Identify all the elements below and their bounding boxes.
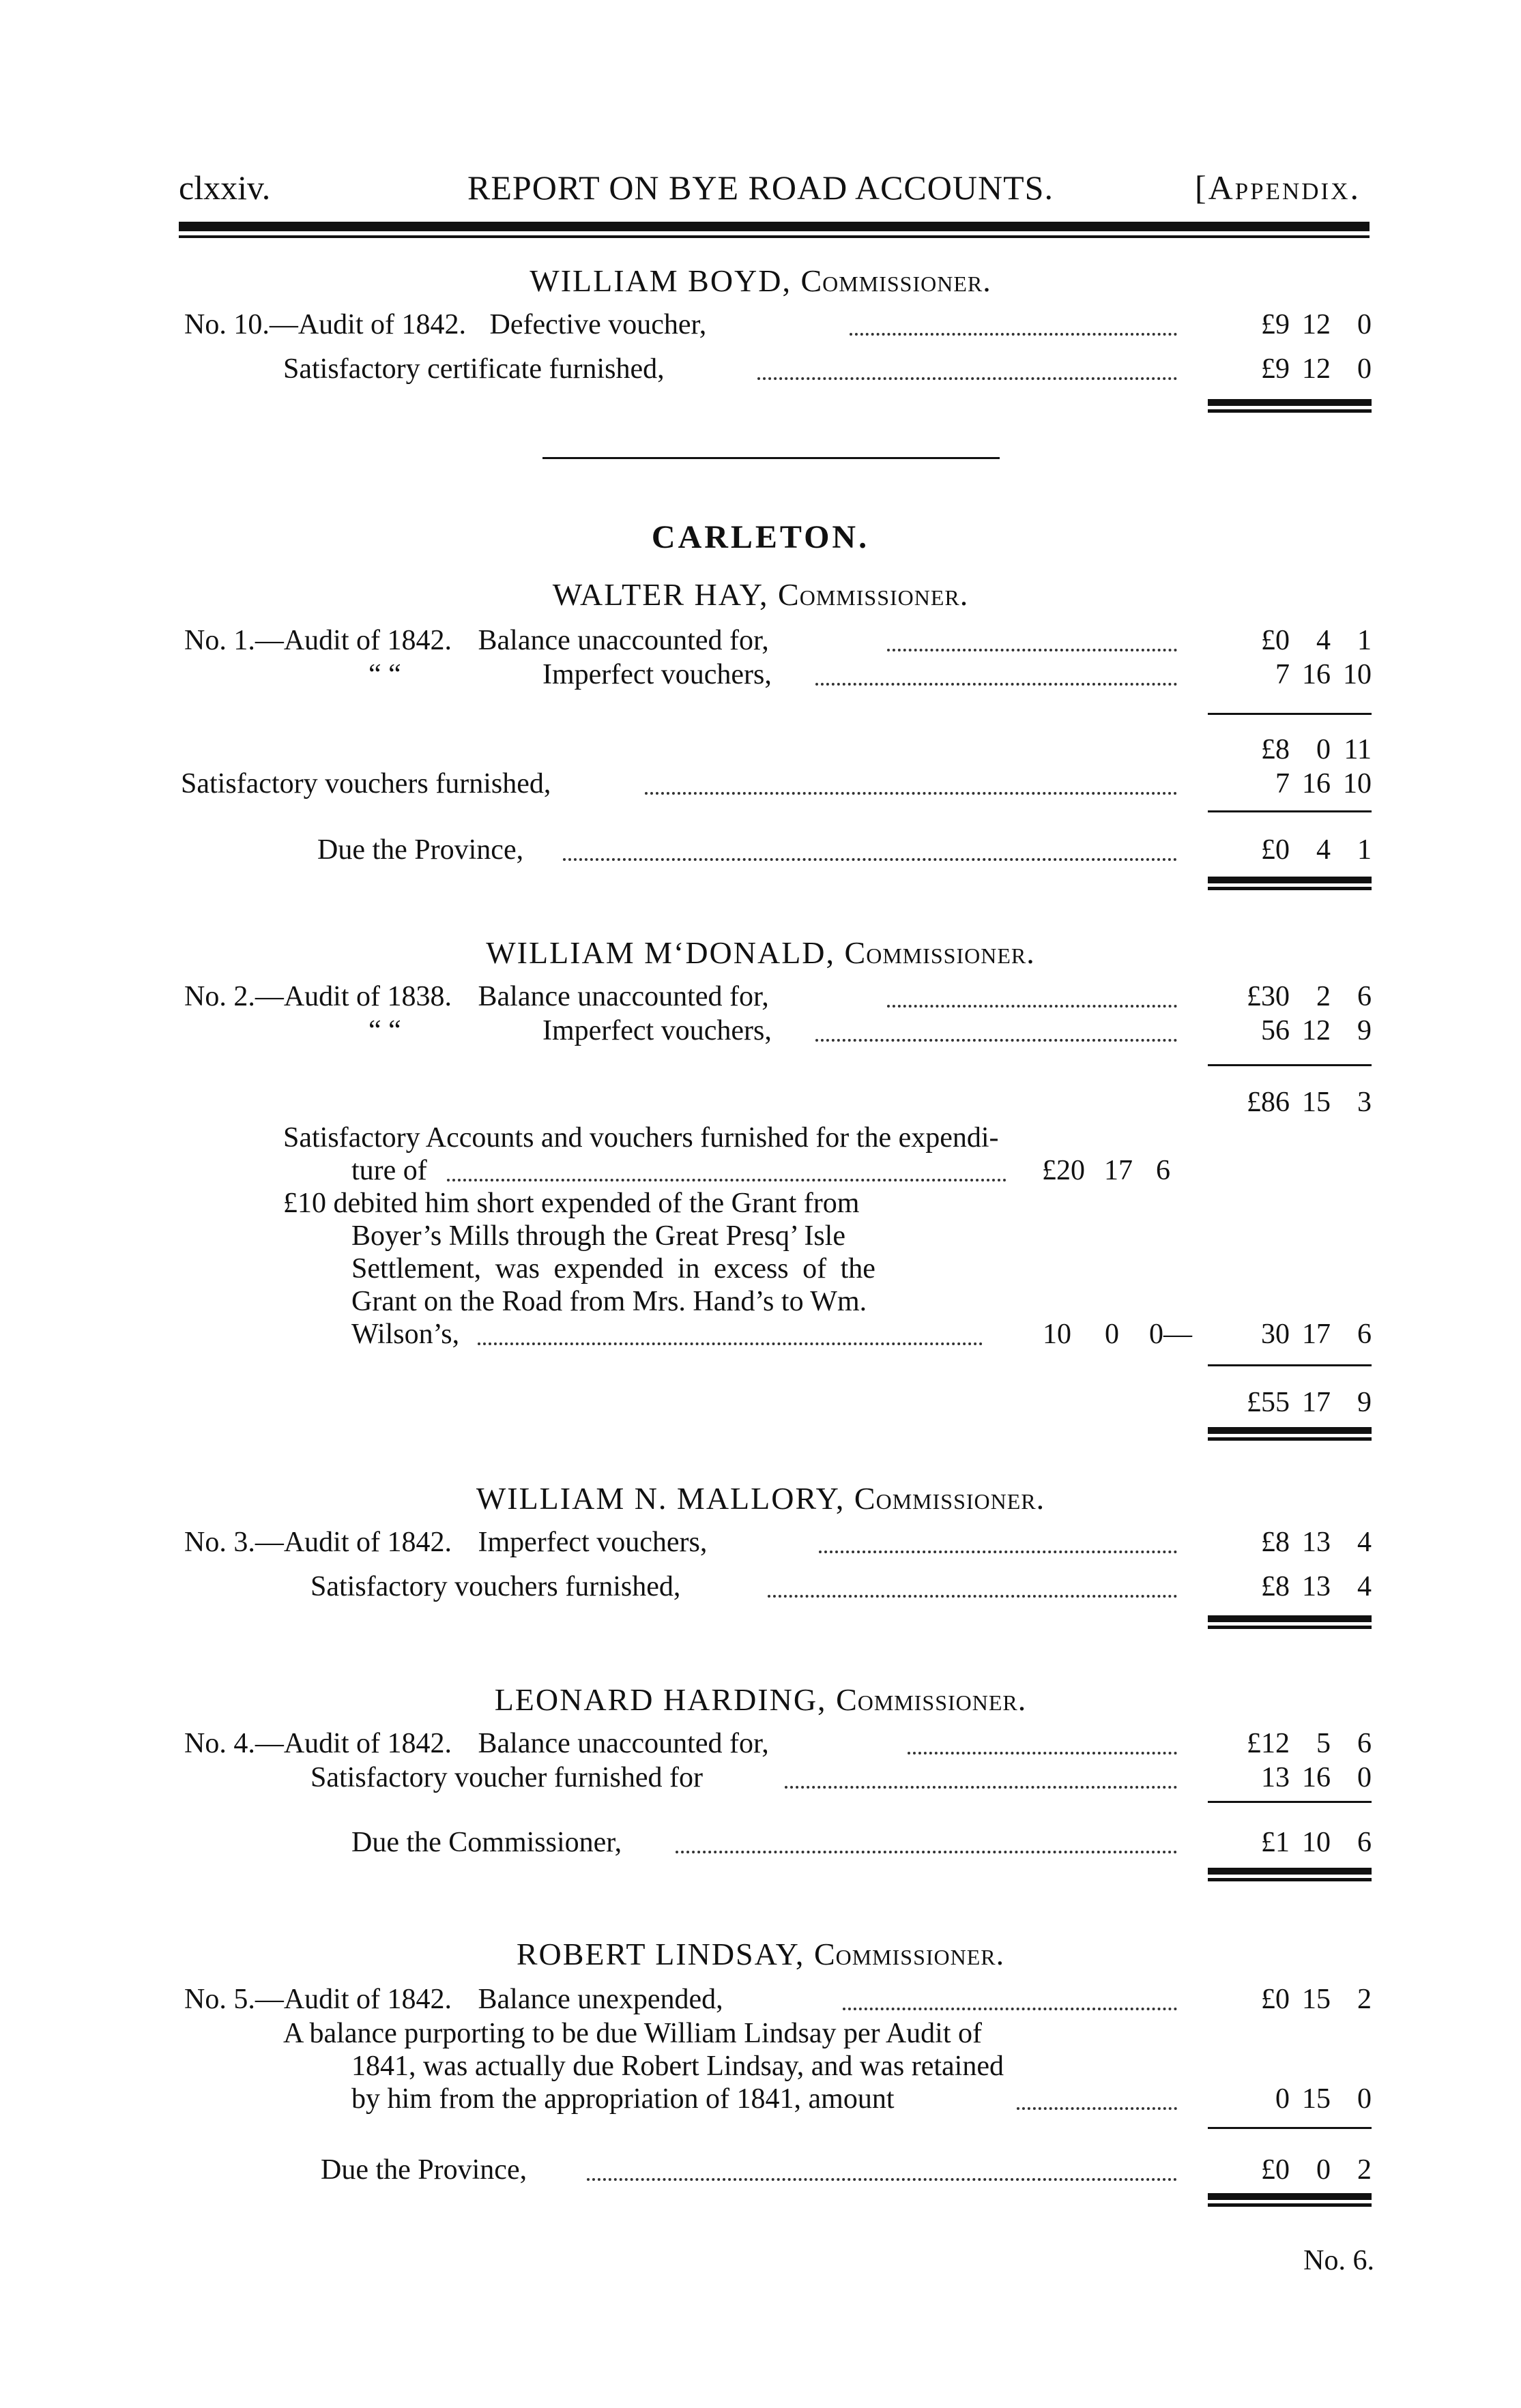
amount-shillings: 15 — [1302, 2083, 1331, 2115]
sum-rule — [1208, 810, 1372, 812]
paragraph-line: Boyer’s Mills through the Great Presq’ Isle — [351, 1220, 845, 1252]
amount-shillings: 12 — [1302, 309, 1331, 340]
paragraph-line: £10 debited him short expended of the Grant from — [283, 1188, 860, 1219]
entry-text: Imperfect vouchers, — [542, 1015, 772, 1046]
amount-pounds: £0 — [1261, 625, 1290, 656]
amount-pounds: £8 — [1261, 734, 1290, 765]
amount-pence: 9 — [1357, 1387, 1372, 1418]
ditto-marks: “ “ — [368, 659, 401, 690]
amount-pounds: 10 — [1043, 1319, 1071, 1350]
entry-text: Satisfactory certificate furnished, — [283, 353, 665, 385]
amount-shillings: 0 — [1316, 734, 1331, 765]
entry-text: Balance unaccounted for, — [478, 1728, 769, 1759]
paragraph-line: Grant on the Road from Mrs. Hand’s to Wm. — [351, 1286, 867, 1317]
entry-label: No. 3.—Audit of 1842. — [184, 1527, 452, 1558]
amount-shillings: 13 — [1302, 1571, 1331, 1602]
entry-text: Balance unaccounted for, — [478, 625, 769, 656]
entry-text: Satisfactory vouchers furnished, — [181, 768, 551, 799]
leader-dots — [843, 2008, 1177, 2010]
amount-pence: 6 — [1357, 981, 1372, 1012]
amount-pounds: £86 — [1247, 1087, 1290, 1118]
amount-pounds: £8 — [1261, 1571, 1290, 1602]
amount-shillings: 16 — [1302, 1762, 1331, 1793]
county-heading: CARLETON. — [651, 519, 870, 555]
amount-shillings: 10 — [1302, 1827, 1331, 1858]
sum-rule — [1208, 1064, 1372, 1066]
amount-pounds: £9 — [1261, 309, 1290, 340]
amount-pence: 4 — [1357, 1571, 1372, 1602]
leader-dots — [478, 1342, 983, 1345]
catchword: No. 6. — [1303, 2245, 1374, 2276]
commissioner-name: WILLIAM N. MALLORY, — [476, 1481, 845, 1516]
leader-dots — [887, 649, 1177, 651]
leader-dots — [447, 1179, 1006, 1181]
leader-dots — [645, 792, 1177, 795]
entry-text: Due the Province, — [321, 2154, 527, 2186]
leader-dots — [563, 858, 1177, 861]
sum-rule — [1208, 2127, 1372, 2129]
leader-dots — [676, 1851, 1177, 1853]
amount-pence: 4 — [1357, 1527, 1372, 1558]
commissioner-role: Commissioner. — [836, 1682, 1027, 1717]
appendix-label: [Appendix. — [1194, 168, 1361, 207]
double-rule — [1208, 2193, 1372, 2200]
commissioner-role: Commissioner. — [778, 577, 969, 612]
double-rule — [1208, 1427, 1372, 1434]
amount-shillings: 4 — [1316, 834, 1331, 866]
paragraph-line: ture of — [351, 1155, 427, 1186]
leader-dots — [768, 1595, 1177, 1598]
double-rule — [1208, 1868, 1372, 1875]
commissioner-name: WILLIAM BOYD, — [530, 263, 792, 298]
amount-shillings: 17 — [1302, 1319, 1331, 1350]
paragraph-line: Wilson’s, — [351, 1319, 460, 1350]
amount-pence: 6 — [1156, 1155, 1170, 1186]
entry-text: Satisfactory vouchers furnished, — [310, 1571, 681, 1602]
commissioner-role: Commissioner. — [813, 1937, 1005, 1971]
amount-pounds: 7 — [1275, 768, 1290, 799]
entry-line — [184, 310, 706, 339]
amount-pence: 1 — [1357, 834, 1372, 866]
double-rule — [1208, 887, 1372, 890]
entry-text: Imperfect vouchers, — [542, 659, 772, 690]
entry-line — [184, 1729, 769, 1758]
amount-pence: 10 — [1343, 768, 1372, 799]
entry-label: No. 1.—Audit of 1842. — [184, 625, 452, 656]
amount-pence: 6 — [1357, 1319, 1372, 1350]
leader-dots — [587, 2178, 1177, 2181]
leader-dots — [908, 1752, 1177, 1754]
entry-label: No. 5.—Audit of 1842. — [184, 1984, 452, 2015]
entry-label: No. 10.—Audit of 1842. — [184, 309, 466, 340]
entry-text: Satisfactory voucher furnished for — [310, 1762, 703, 1793]
amount-shillings: 0 — [1316, 2154, 1331, 2186]
double-rule — [1208, 1615, 1372, 1622]
amount-shillings: 15 — [1302, 1984, 1331, 2015]
amount-pence: 6 — [1357, 1827, 1372, 1858]
amount-pence: 9 — [1357, 1015, 1372, 1046]
section-separator — [542, 457, 1000, 459]
entry-text: Balance unaccounted for, — [478, 981, 769, 1012]
commissioner-name: LEONARD HARDING, — [494, 1682, 827, 1717]
commissioner-heading-boyd — [0, 263, 1521, 299]
double-rule — [1208, 1626, 1372, 1629]
entry-line — [184, 982, 769, 1011]
amount-pounds: £0 — [1261, 2154, 1290, 2186]
amount-pence: 0 — [1357, 353, 1372, 385]
amount-pence: 10 — [1343, 659, 1372, 690]
paragraph-line: by him from the appropriation of 1841, amount — [351, 2083, 895, 2115]
amount-shillings: 16 — [1302, 768, 1331, 799]
amount-shillings: 13 — [1302, 1527, 1331, 1558]
amount-shillings: 0 — [1105, 1319, 1119, 1350]
page-number: clxxiv. — [179, 168, 271, 207]
leader-dots — [815, 1039, 1177, 1042]
entry-text: Due the Commissioner, — [351, 1827, 622, 1858]
amount-pounds: 13 — [1261, 1762, 1290, 1793]
entry-text: Due the Province, — [317, 834, 524, 866]
double-rule — [1208, 409, 1372, 413]
entry-label: No. 2.—Audit of 1838. — [184, 981, 452, 1012]
amount-pence: 6 — [1357, 1728, 1372, 1759]
amount-pounds: 56 — [1261, 1015, 1290, 1046]
amount-shillings: 16 — [1302, 659, 1331, 690]
amount-pence: 0— — [1149, 1319, 1192, 1350]
double-rule — [1208, 399, 1372, 406]
amount-shillings: 17 — [1302, 1387, 1331, 1418]
amount-pounds: £8 — [1261, 1527, 1290, 1558]
commissioner-name: ROBERT LINDSAY, — [516, 1937, 805, 1971]
commissioner-heading-hay — [0, 576, 1521, 613]
amount-pence: 0 — [1357, 2083, 1372, 2115]
amount-pence: 0 — [1357, 309, 1372, 340]
double-rule — [1208, 877, 1372, 883]
paragraph-line: 1841, was actually due Robert Lindsay, and was retained — [351, 2051, 1004, 2082]
entry-line — [184, 1528, 707, 1557]
amount-pounds: £1 — [1261, 1827, 1290, 1858]
entry-label: No. 4.—Audit of 1842. — [184, 1728, 452, 1759]
amount-pounds: £12 — [1247, 1728, 1290, 1759]
amount-pounds: 7 — [1275, 659, 1290, 690]
amount-pence: 1 — [1357, 625, 1372, 656]
paragraph-line: Settlement, was expended in excess of the — [351, 1253, 875, 1284]
amount-pounds: 0 — [1275, 2083, 1290, 2115]
paragraph-line: A balance purporting to be due William Lindsay per Audit of — [283, 2018, 982, 2049]
commissioner-heading-mcdonald — [0, 935, 1521, 971]
ditto-marks: “ “ — [368, 1015, 401, 1046]
header-rule-thin — [179, 235, 1370, 238]
leader-dots — [815, 683, 1177, 686]
double-rule — [1208, 1437, 1372, 1441]
commissioner-name: WALTER HAY, — [552, 577, 769, 612]
sum-rule — [1208, 1801, 1372, 1803]
amount-pounds: £0 — [1261, 1984, 1290, 2015]
amount-pence: 2 — [1357, 2154, 1372, 2186]
commissioner-role: Commissioner. — [854, 1481, 1045, 1516]
double-rule — [1208, 1878, 1372, 1881]
amount-pounds: £9 — [1261, 353, 1290, 385]
entry-text: Imperfect vouchers, — [478, 1527, 708, 1558]
commissioner-name: WILLIAM M‘DONALD, — [486, 935, 836, 970]
amount-pounds: £20 — [1042, 1155, 1085, 1186]
amount-shillings: 4 — [1316, 625, 1331, 656]
leader-dots — [819, 1551, 1177, 1553]
amount-pence: 3 — [1357, 1087, 1372, 1118]
double-rule — [1208, 2203, 1372, 2207]
amount-pounds: £55 — [1247, 1387, 1290, 1418]
leader-dots — [850, 333, 1177, 336]
commissioner-role: Commissioner. — [844, 935, 1035, 970]
commissioner-heading-lindsay — [0, 1936, 1521, 1972]
leader-dots — [1017, 2107, 1177, 2110]
entry-line — [184, 626, 769, 655]
header-rule-thick — [179, 222, 1370, 231]
commissioner-heading-mallory — [0, 1480, 1521, 1516]
entry-text: Balance unexpended, — [478, 1984, 723, 2015]
amount-shillings: 12 — [1302, 1015, 1331, 1046]
amount-pounds: 30 — [1261, 1319, 1290, 1350]
amount-shillings: 12 — [1302, 353, 1331, 385]
paragraph-line: Satisfactory Accounts and vouchers furnished for the expendi- — [283, 1122, 999, 1154]
amount-pounds: £30 — [1247, 981, 1290, 1012]
amount-shillings: 17 — [1104, 1155, 1133, 1186]
amount-pounds: £0 — [1261, 834, 1290, 866]
amount-pence: 11 — [1344, 734, 1372, 765]
amount-shillings: 15 — [1302, 1087, 1331, 1118]
leader-dots — [757, 377, 1177, 380]
sum-rule — [1208, 713, 1372, 715]
amount-shillings: 5 — [1316, 1728, 1331, 1759]
leader-dots — [785, 1786, 1177, 1789]
commissioner-role: Commissioner. — [800, 263, 991, 298]
commissioner-heading-harding — [0, 1682, 1521, 1718]
amount-pence: 2 — [1357, 1984, 1372, 2015]
entry-line — [184, 1985, 723, 2014]
sum-rule — [1208, 1364, 1372, 1366]
page-title: REPORT ON BYE ROAD ACCOUNTS. — [467, 168, 1054, 207]
amount-shillings: 2 — [1316, 981, 1331, 1012]
leader-dots — [887, 1005, 1177, 1008]
entry-text: Defective voucher, — [489, 309, 707, 340]
amount-pence: 0 — [1357, 1762, 1372, 1793]
